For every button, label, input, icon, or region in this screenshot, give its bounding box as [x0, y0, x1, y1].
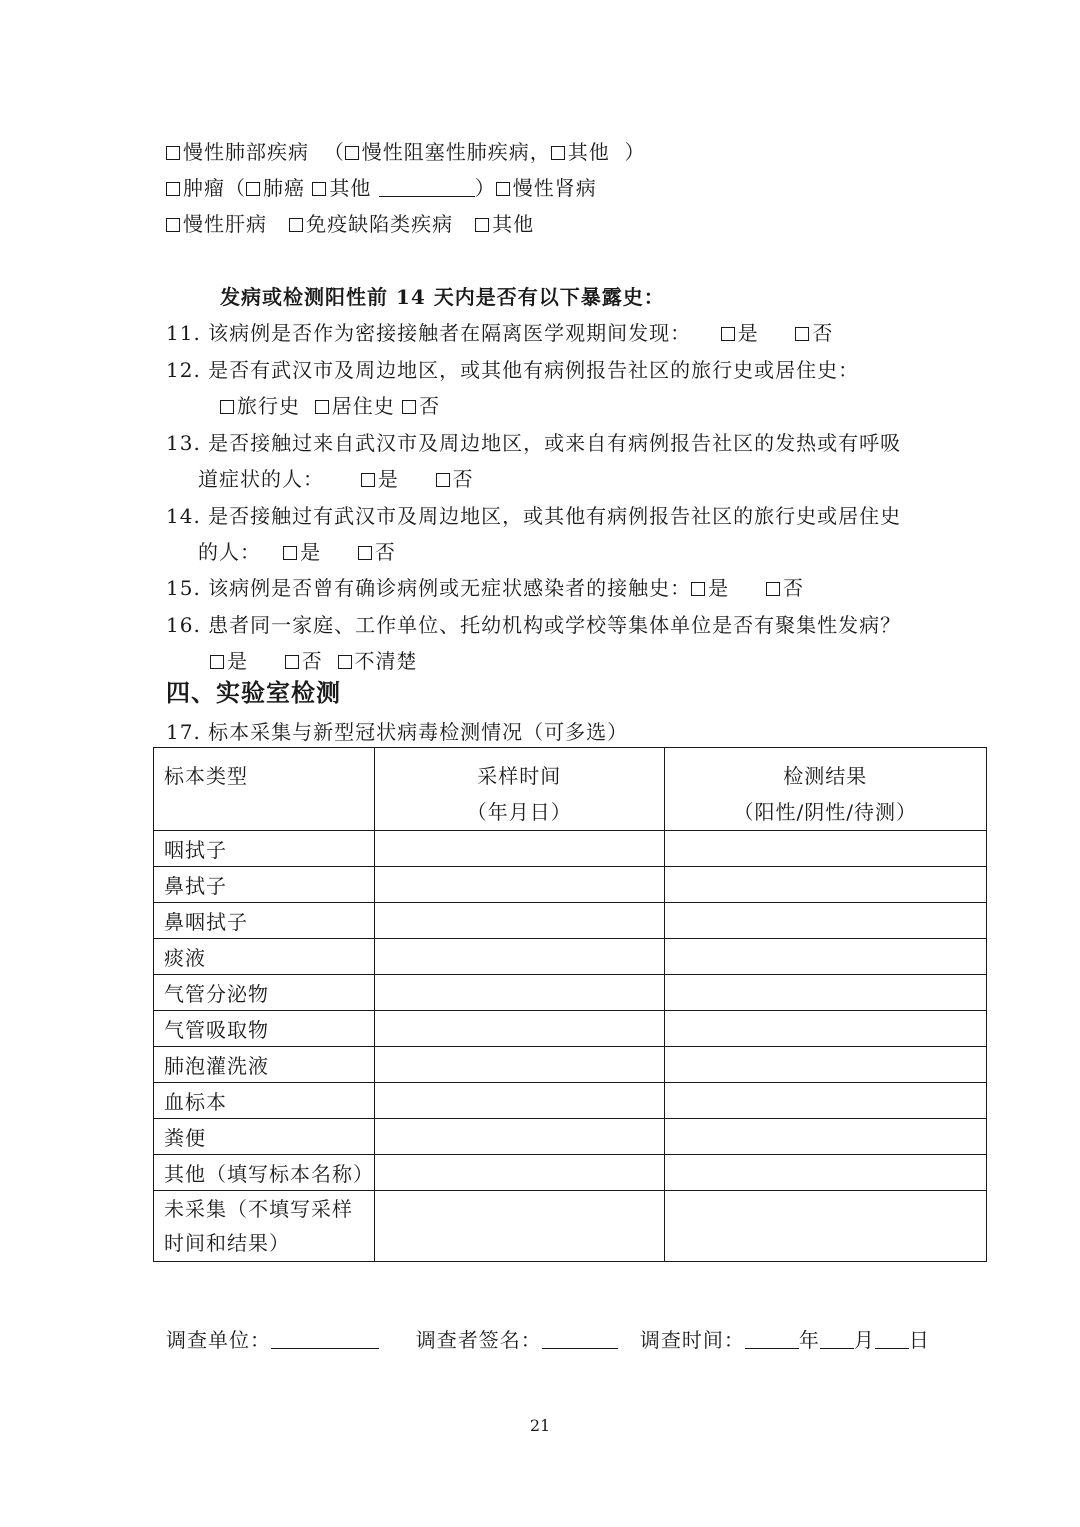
- question-14-cont: [198, 540, 396, 564]
- checkbox-other-disease[interactable]: [475, 212, 492, 236]
- disease-line-2: [166, 176, 597, 200]
- checkbox-chronic-liver[interactable]: [166, 212, 183, 236]
- table-row: [154, 903, 987, 939]
- test-result-cell[interactable]: [664, 1119, 986, 1155]
- label-no: 否: [301, 649, 323, 673]
- test-result-cell[interactable]: [664, 1083, 986, 1119]
- test-result-cell[interactable]: [664, 975, 986, 1011]
- question-14-text-b: 的人：: [198, 540, 261, 564]
- checkbox-q14-no[interactable]: [358, 540, 375, 564]
- disease-line-3: [166, 212, 534, 236]
- question-15-text: 15. 该病例是否曾有确诊病例或无症状感染者的接触史：: [166, 576, 692, 600]
- label-yes: 是: [227, 649, 248, 673]
- not-collected-line-2: 时间和结果）: [164, 1231, 290, 1255]
- checkbox-copd[interactable]: [345, 140, 362, 164]
- checkbox-q16-unclear[interactable]: [338, 649, 355, 673]
- specimen-name: 其他（填写标本名称）: [154, 1155, 375, 1191]
- surveyor-signature-label: 调查者签名：: [415, 1328, 542, 1352]
- label-other-disease: 其他: [492, 212, 535, 236]
- table-row: [154, 1047, 987, 1083]
- survey-time-label: 调查时间：: [639, 1328, 745, 1352]
- paren-close: ）: [624, 140, 646, 164]
- checkbox-lung-cancer[interactable]: [246, 176, 263, 200]
- sampling-time-cell[interactable]: [375, 867, 665, 903]
- test-result-cell[interactable]: [664, 1047, 986, 1083]
- surveyor-signature-field[interactable]: [542, 1330, 618, 1349]
- specimen-name: 鼻拭子: [154, 867, 375, 903]
- checkbox-q13-yes[interactable]: [361, 467, 378, 491]
- label-immune: 免疫缺陷类疾病: [306, 212, 454, 236]
- sampling-time-cell[interactable]: [375, 831, 665, 867]
- sampling-time-cell[interactable]: [375, 939, 665, 975]
- question-17: 17. 标本采集与新型冠状病毒检测情况（可多选）: [166, 720, 629, 744]
- survey-unit-label: 调查单位：: [166, 1328, 271, 1352]
- question-13: 13. 是否接触过来自武汉市及周边地区，或来自有病例报告社区的发热或有呼吸: [166, 431, 902, 455]
- table-row: [154, 1083, 987, 1119]
- specimen-name: 粪便: [154, 1119, 375, 1155]
- table-row: [154, 1119, 987, 1155]
- test-result-cell[interactable]: [664, 831, 986, 867]
- survey-day-field[interactable]: [875, 1330, 909, 1349]
- checkbox-q14-yes[interactable]: [283, 540, 300, 564]
- specimen-name: 气管分泌物: [154, 975, 375, 1011]
- specimen-name: 咽拭子: [154, 831, 375, 867]
- label-yes: 是: [377, 467, 399, 491]
- question-16: 16. 患者同一家庭、工作单位、托幼机构或学校等集体单位是否有聚集性发病？: [166, 613, 902, 637]
- checkbox-q11-yes[interactable]: [721, 321, 738, 345]
- checkbox-lung-other[interactable]: [551, 140, 568, 164]
- specimen-name: 鼻咽拭子: [154, 903, 375, 939]
- table-row: [154, 831, 987, 867]
- specimen-name: 痰液: [154, 939, 375, 975]
- specimen-name: 肺泡灌洗液: [154, 1047, 375, 1083]
- table-header-row: [154, 748, 987, 831]
- header-specimen-type: 标本类型: [154, 748, 375, 831]
- table-row: [154, 939, 987, 975]
- question-12: 12. 是否有武汉市及周边地区，或其他有病例报告社区的旅行史或居住史：: [166, 358, 860, 382]
- sampling-time-cell[interactable]: [375, 1191, 665, 1262]
- test-result-cell[interactable]: [664, 867, 986, 903]
- month-label: 月: [853, 1328, 875, 1352]
- checkbox-immune[interactable]: [289, 212, 306, 236]
- specimen-name: 血标本: [154, 1083, 375, 1119]
- question-16-options: [210, 649, 418, 673]
- specimen-name-not-collected: [154, 1191, 375, 1262]
- day-label: 日: [908, 1328, 930, 1352]
- survey-unit-field[interactable]: [271, 1330, 379, 1349]
- sampling-time-cell[interactable]: [375, 1119, 665, 1155]
- label-yes: 是: [737, 321, 759, 345]
- question-14: 14. 是否接触过有武汉市及周边地区，或其他有病例报告社区的旅行史或居住史: [166, 504, 902, 528]
- checkbox-tumor-other[interactable]: [312, 176, 329, 200]
- survey-year-field[interactable]: [745, 1330, 799, 1349]
- section-heading-lab: 四、实验室检测: [166, 679, 341, 707]
- header-test-result-label: 检测结果: [783, 764, 868, 788]
- checkbox-q15-yes[interactable]: [691, 576, 708, 600]
- checkbox-q13-no[interactable]: [436, 467, 453, 491]
- checkbox-q15-no[interactable]: [766, 576, 783, 600]
- label-chronic-kidney: 慢性肾病: [512, 176, 597, 200]
- not-collected-line-1: 未采集（不填写采样: [164, 1197, 353, 1221]
- label-chronic-liver: 慢性肝病: [183, 212, 267, 236]
- sampling-time-cell[interactable]: [375, 1011, 665, 1047]
- header-sampling-time: [375, 748, 665, 831]
- test-result-cell[interactable]: [664, 939, 986, 975]
- checkbox-q16-yes[interactable]: [210, 649, 227, 673]
- question-11: [166, 321, 833, 345]
- checkbox-chronic-kidney[interactable]: [496, 176, 513, 200]
- test-result-cell[interactable]: [664, 1011, 986, 1047]
- label-travel: 旅行史: [237, 394, 300, 418]
- checkbox-chronic-lung[interactable]: [166, 140, 183, 164]
- checkbox-q11-no[interactable]: [795, 321, 812, 345]
- label-no: 否: [452, 467, 474, 491]
- label-no: 否: [812, 321, 834, 345]
- header-sampling-time-label: 采样时间: [477, 764, 562, 788]
- label-yes: 是: [300, 540, 322, 564]
- label-no: 否: [782, 576, 804, 600]
- label-lung-other: 其他: [567, 140, 610, 164]
- label-tumor-other: 其他: [329, 176, 372, 200]
- label-yes: 是: [708, 576, 730, 600]
- paren-close-2: ）: [474, 176, 496, 200]
- exposure-intro: 发病或检测阳性前 14 天内是否有以下暴露史：: [220, 285, 665, 309]
- test-result-cell[interactable]: [664, 1191, 986, 1262]
- table-row: [154, 1011, 987, 1047]
- test-result-cell[interactable]: [664, 1155, 986, 1191]
- checkbox-q16-no[interactable]: [285, 649, 302, 673]
- checkbox-q12-no[interactable]: [402, 394, 419, 418]
- header-test-result-sub: （阳性/阴性/待测）: [733, 800, 917, 824]
- question-13-cont: [198, 467, 474, 491]
- label-copd: 慢性阻塞性肺疾病，: [361, 140, 551, 164]
- header-sampling-time-sub: （年月日）: [466, 800, 572, 824]
- sampling-time-cell[interactable]: [375, 1083, 665, 1119]
- label-lung-cancer: 肺癌: [263, 176, 305, 200]
- question-15: [166, 576, 804, 600]
- test-result-cell[interactable]: [664, 903, 986, 939]
- lab-table: [153, 747, 987, 1262]
- table-row: [154, 1155, 987, 1191]
- disease-line-1: [166, 140, 645, 164]
- header-test-result: [664, 748, 986, 831]
- survey-footer: [166, 1328, 930, 1352]
- sampling-time-cell[interactable]: [375, 1155, 665, 1191]
- checkbox-tumor[interactable]: [166, 176, 183, 200]
- checkbox-q12-residence[interactable]: [315, 394, 332, 418]
- sampling-time-cell[interactable]: [375, 903, 665, 939]
- question-13-text-b: 道症状的人：: [198, 467, 324, 491]
- paren-open: （: [323, 140, 345, 164]
- label-no: 否: [374, 540, 396, 564]
- label-tumor: 肿瘤（: [183, 176, 246, 200]
- table-row: [154, 975, 987, 1011]
- label-unclear: 不清楚: [354, 649, 418, 673]
- page-number: 21: [529, 1416, 551, 1435]
- survey-month-field[interactable]: [820, 1330, 854, 1349]
- question-12-options: [220, 394, 440, 418]
- label-residence: 居住史: [331, 394, 395, 418]
- sampling-time-cell[interactable]: [375, 975, 665, 1011]
- table-row: [154, 1191, 987, 1262]
- year-label: 年: [798, 1328, 820, 1352]
- question-11-text: 11. 该病例是否作为密接接触者在隔离医学观期间发现：: [166, 321, 692, 345]
- tumor-other-blank[interactable]: [379, 178, 475, 197]
- specimen-name: 气管吸取物: [154, 1011, 375, 1047]
- table-row: [154, 867, 987, 903]
- label-no: 否: [419, 394, 441, 418]
- sampling-time-cell[interactable]: [375, 1047, 665, 1083]
- checkbox-q12-travel[interactable]: [220, 394, 237, 418]
- label-chronic-lung: 慢性肺部疾病: [183, 140, 309, 164]
